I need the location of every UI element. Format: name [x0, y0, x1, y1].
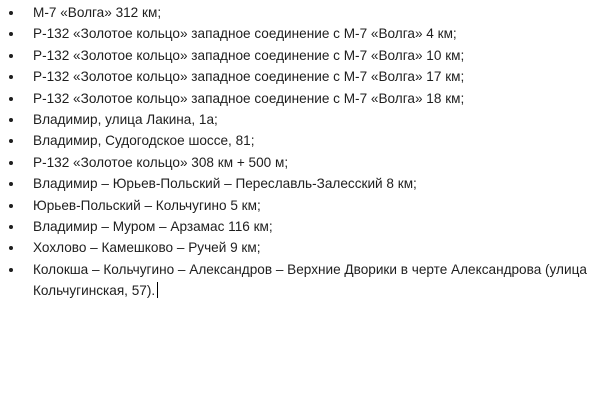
- list-item-text: Р-132 «Золотое кольцо» западное соединение с М-7 «Волга» 10 км;: [33, 47, 465, 63]
- bullet-icon: [9, 97, 13, 101]
- list-item: [0, 66, 605, 87]
- list-item: [0, 2, 605, 23]
- list-item: [0, 173, 605, 194]
- list-item-text: Владимир, улица Лакина, 1а;: [33, 112, 218, 128]
- bullet-icon: [9, 54, 13, 58]
- text-cursor: [157, 282, 158, 298]
- bullet-icon: [9, 32, 13, 36]
- list-item: [0, 109, 605, 130]
- list-item-text: Хохлово – Камешково – Ручей 9 км;: [33, 240, 261, 256]
- list-item-text: Владимир – Юрьев-Польский – Переславль-Залесский 8 км;: [33, 176, 417, 192]
- bullet-icon: [9, 139, 13, 143]
- list-item-text: Р-132 «Золотое кольцо» западное соединение с М-7 «Волга» 17 км;: [33, 69, 465, 85]
- list-item-text: Р-132 «Золотое кольцо» западное соединение с М-7 «Волга» 18 км;: [33, 90, 465, 106]
- list-item: [0, 23, 605, 44]
- bullet-icon: [9, 75, 13, 79]
- list-item-text: Р-132 «Золотое кольцо» западное соединение с М-7 «Волга» 4 км;: [33, 26, 457, 42]
- list-item-text: Владимир, Судогодское шоссе, 81;: [33, 133, 255, 149]
- list-item-text: Р-132 «Золотое кольцо» 308 км + 500 м;: [33, 154, 289, 170]
- bullet-icon: [9, 161, 13, 165]
- list-item: [0, 216, 605, 237]
- list-item: [0, 195, 605, 216]
- list-item-text: Владимир – Муром – Арзамас 116 км;: [33, 219, 273, 235]
- list-item-text: Колокша – Кольчугино – Александров – Верхние Дворики в черте Александрова (улица Кольчугинская, 57).: [33, 261, 587, 299]
- list-item-text: Юрьев-Польский – Кольчугино 5 км;: [33, 197, 261, 213]
- bullet-icon: [9, 268, 13, 272]
- bullet-icon: [9, 204, 13, 208]
- bullet-icon: [9, 225, 13, 229]
- bullet-icon: [9, 182, 13, 186]
- bullet-icon: [9, 11, 13, 15]
- bullet-icon: [9, 118, 13, 122]
- bullet-icon: [9, 246, 13, 250]
- list-item: [0, 88, 605, 109]
- list-item: [0, 237, 605, 258]
- list-item: [0, 130, 605, 151]
- list-item: [0, 259, 605, 302]
- list-item: [0, 45, 605, 66]
- list-item: [0, 152, 605, 173]
- list-item-text: М-7 «Волга» 312 км;: [33, 5, 162, 20]
- road-list: [0, 2, 605, 302]
